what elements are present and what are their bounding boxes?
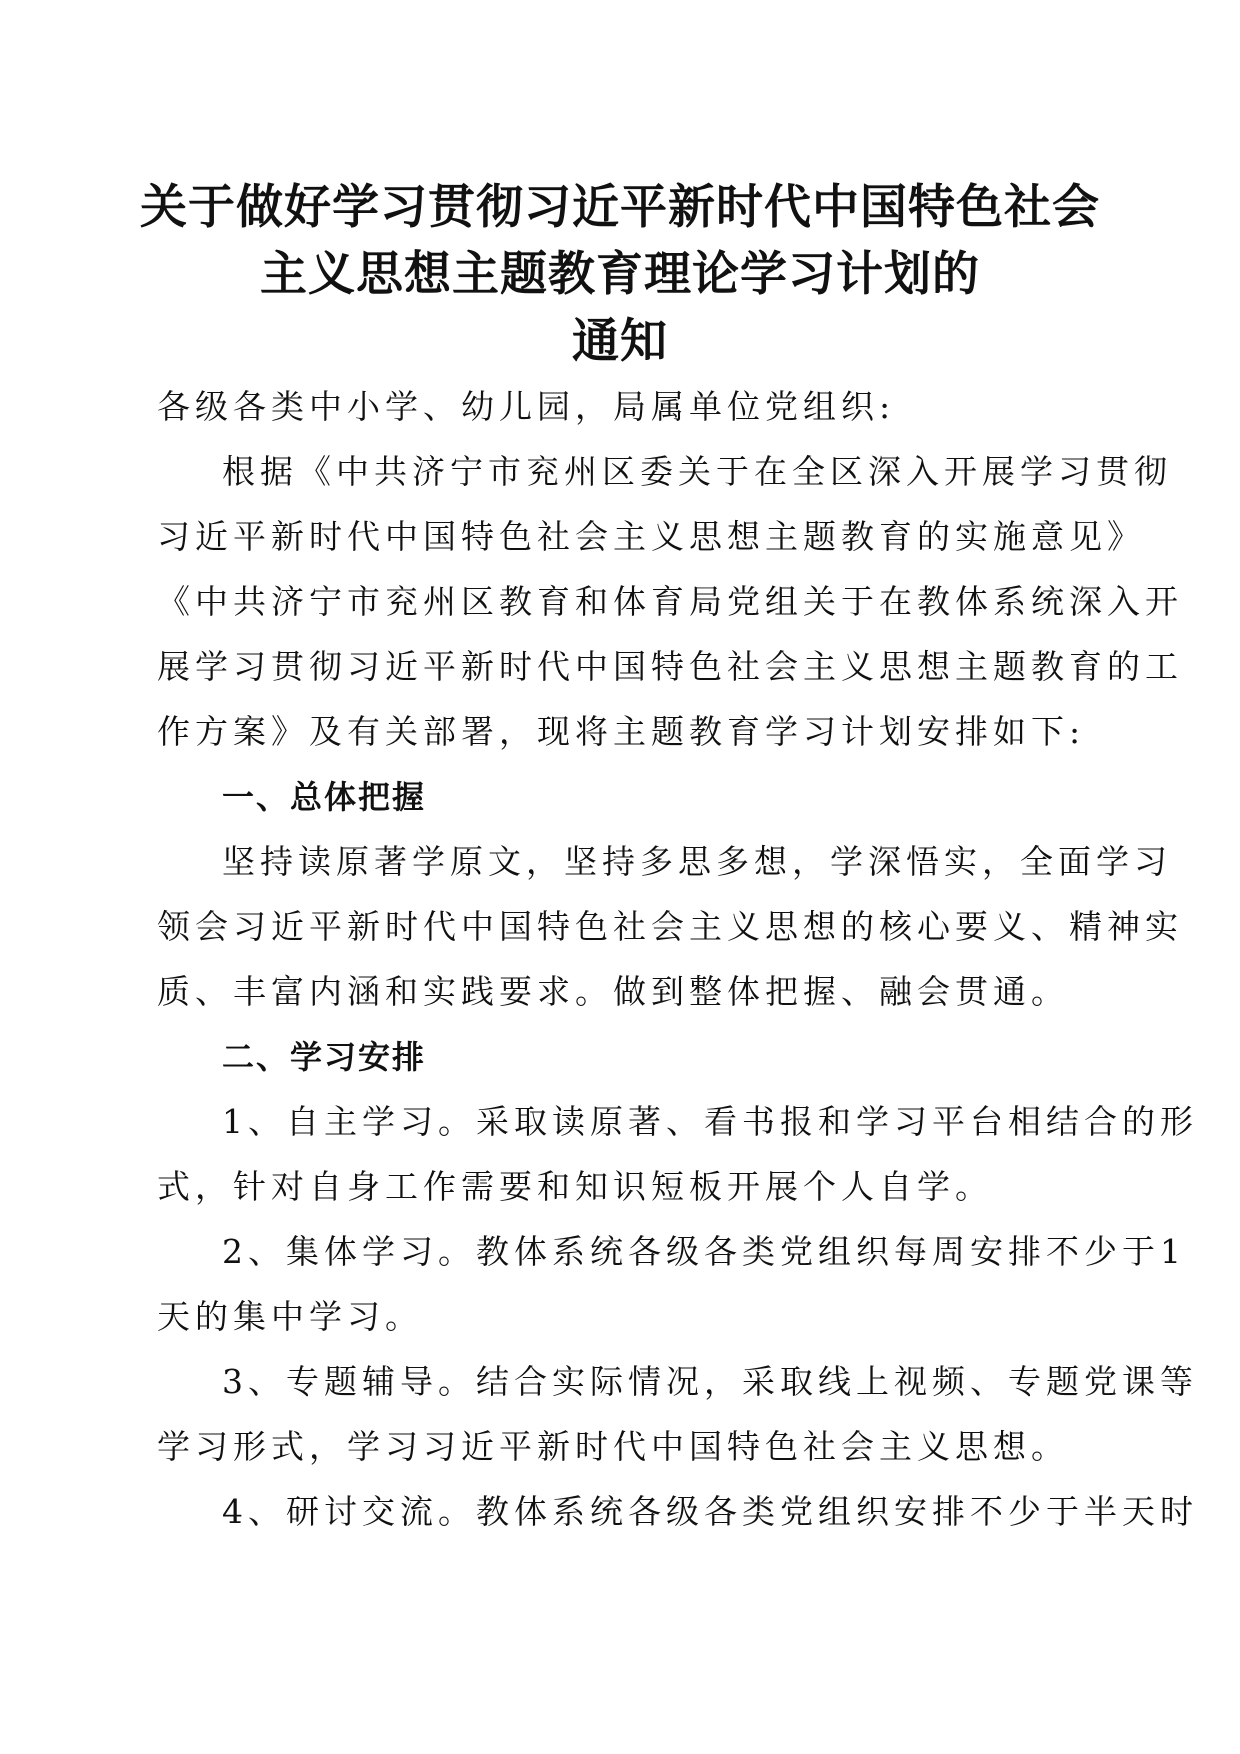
section-2-heading: 二、学习安排 bbox=[222, 1038, 427, 1076]
intro-line-4: 展学习贯彻习近平新时代中国特色社会主义思想主题教育的工 bbox=[157, 647, 1183, 686]
item-1-line-1: 1、自主学习。采取读原著、看书报和学习平台相结合的形 bbox=[222, 1102, 1198, 1141]
item-1-line-2: 式，针对自身工作需要和知识短板开展个人自学。 bbox=[157, 1167, 993, 1206]
document-title-line-2: 主义思想主题教育理论学习计划的 bbox=[260, 247, 980, 302]
section-1-heading: 一、总体把握 bbox=[222, 778, 427, 816]
section-1-line-2: 领会习近平新时代中国特色社会主义思想的核心要义、精神实 bbox=[157, 907, 1183, 946]
intro-line-3: 《中共济宁市兖州区教育和体育局党组关于在教体系统深入开 bbox=[157, 582, 1183, 621]
item-3-line-1: 3、专题辅导。结合实际情况，采取线上视频、专题党课等 bbox=[222, 1362, 1198, 1401]
item-3-line-2: 学习形式，学习习近平新时代中国特色社会主义思想。 bbox=[157, 1427, 1069, 1466]
document-title-line-3: 通知 bbox=[572, 314, 668, 369]
document-title-line-1: 关于做好学习贯彻习近平新时代中国特色社会 bbox=[140, 180, 1100, 235]
item-4-line-1: 4、研讨交流。教体系统各级各类党组织安排不少于半天时 bbox=[222, 1492, 1198, 1531]
item-2-line-2: 天的集中学习。 bbox=[157, 1297, 423, 1336]
item-2-line-1: 2、集体学习。教体系统各级各类党组织每周安排不少于1 bbox=[222, 1232, 1186, 1271]
intro-line-1: 根据《中共济宁市兖州区委关于在全区深入开展学习贯彻 bbox=[222, 452, 1172, 491]
section-1-line-3: 质、丰富内涵和实践要求。做到整体把握、融会贯通。 bbox=[157, 972, 1069, 1011]
intro-line-2: 习近平新时代中国特色社会主义思想主题教育的实施意见》 bbox=[157, 517, 1145, 556]
salutation: 各级各类中小学、幼儿园，局属单位党组织: bbox=[157, 387, 896, 426]
intro-line-5: 作方案》及有关部署，现将主题教育学习计划安排如下: bbox=[157, 712, 1086, 751]
section-1-line-1: 坚持读原著学原文，坚持多思多想，学深悟实，全面学习 bbox=[222, 842, 1172, 881]
